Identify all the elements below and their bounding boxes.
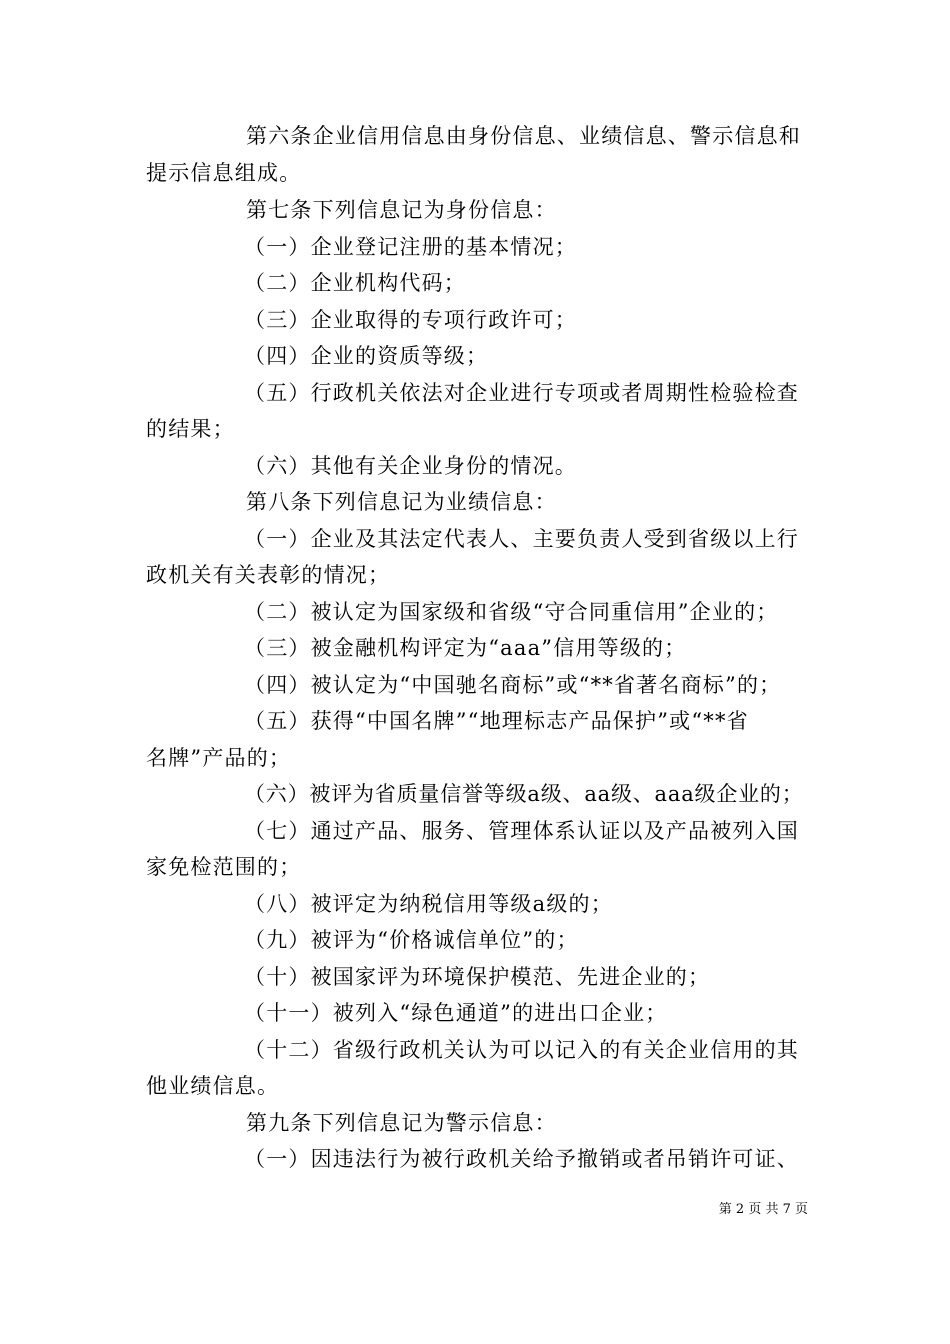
page-number-footer: 第 2 页 共 7 页 (718, 1202, 808, 1217)
article-8-heading: 第八条下列信息记为业绩信息： (246, 490, 557, 514)
list-item: （四）企业的资质等级； (244, 344, 489, 368)
list-item: （二）被认定为国家级和省级“守合同重信用”企业的； (244, 600, 779, 624)
list-item: （六）被评为省质量信誉等级a级、aa级、aaa级企业的； (244, 782, 804, 806)
list-item: （一）企业及其法定代表人、主要负责人受到省级以上行 (244, 527, 799, 551)
list-item: （九）被评为“价格诚信单位”的； (244, 928, 579, 952)
list-item: （十）被国家评为环境保护模范、先进企业的； (244, 965, 711, 989)
list-item: （十二）省级行政机关认为可以记入的有关企业信用的其 (244, 1038, 799, 1062)
list-item-continuation: 他业绩信息。 (146, 1074, 280, 1098)
article-6-continuation: 提示信息组成。 (146, 161, 302, 185)
list-item: （七）通过产品、服务、管理体系认证以及产品被列入国 (244, 819, 799, 843)
list-item: （五）获得“中国名牌”“地理标志产品保护”或“**省 (244, 709, 749, 733)
list-item: （一）企业登记注册的基本情况； (244, 235, 577, 259)
list-item-continuation: 名牌”产品的； (146, 746, 292, 770)
list-item-continuation: 家免检范围的； (146, 855, 302, 879)
article-7-heading: 第七条下列信息记为身份信息： (246, 198, 557, 222)
list-item: （十一）被列入“绿色通道”的进出口企业； (244, 1001, 668, 1025)
list-item: （四）被认定为“中国驰名商标”或“**省著名商标”的； (244, 673, 782, 697)
list-item: （一）因违法行为被行政机关给予撤销或者吊销许可证、 (244, 1147, 799, 1171)
list-item: （三）被金融机构评定为“aaa”信用等级的； (244, 636, 687, 660)
list-item-continuation: 政机关有关表彰的情况； (146, 563, 391, 587)
list-item-continuation: 的结果； (146, 417, 235, 441)
list-item: （二）企业机构代码； (244, 271, 466, 295)
article-9-heading: 第九条下列信息记为警示信息： (246, 1111, 557, 1135)
list-item: （五）行政机关依法对企业进行专项或者周期性检验检查 (244, 381, 799, 405)
list-item: （六）其他有关企业身份的情况。 (244, 454, 577, 478)
article-6-heading: 第六条企业信用信息由身份信息、业绩信息、警示信息和 (246, 124, 801, 148)
list-item: （三）企业取得的专项行政许可； (244, 308, 577, 332)
list-item: （八）被评定为纳税信用等级a级的； (244, 892, 613, 916)
